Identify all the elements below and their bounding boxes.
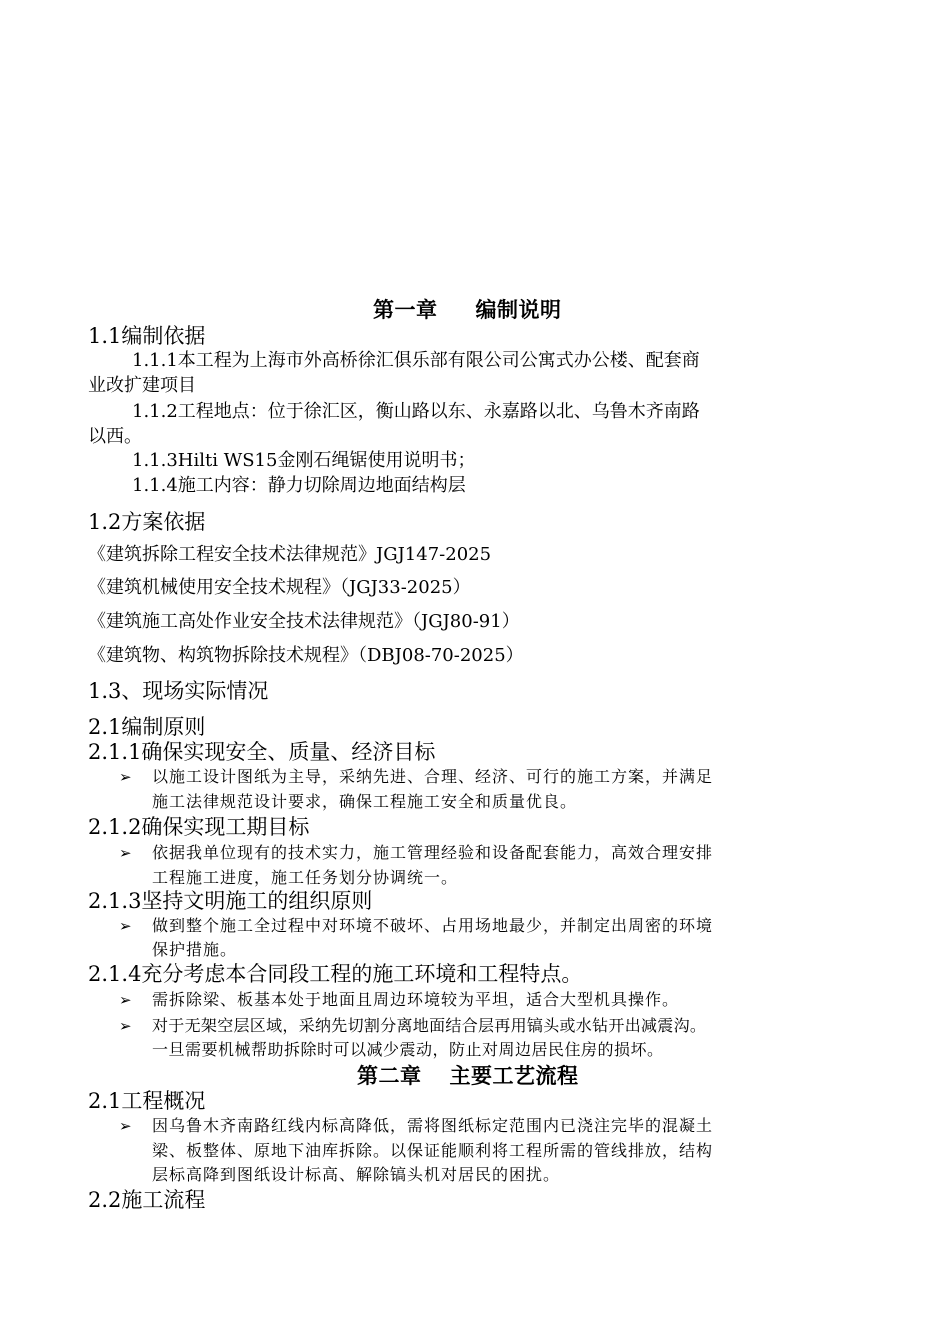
arrow-bullet-icon: ➢ — [119, 1117, 132, 1135]
bullet-2-1-1-line1: 以施工设计图纸为主导，采纳先进、合理、经济、可行的施工方案，并满足 — [152, 767, 714, 786]
reference-3: 《建筑施工高处作业安全技术法律规范》（JGJ80-91） — [88, 611, 520, 632]
chapter-1-name: 编制说明 — [475, 298, 562, 322]
bullet-overview-line1: 因乌鲁木齐南路红线内标高降低，需将图纸标定范围内已浇注完毕的混凝土 — [152, 1116, 714, 1135]
reference-2: 《建筑机械使用安全技术规程》（JGJ33-2025） — [88, 577, 471, 598]
item-1-1-2-line2: 以西。 — [88, 426, 142, 447]
reference-4: 《建筑物、构筑物拆除技术规程》（DBJ08-70-2025） — [88, 645, 524, 666]
bullet-2-1-3-line2: 保护措施。 — [152, 940, 238, 959]
chapter-2-label: 第二章 — [357, 1064, 422, 1088]
arrow-bullet-icon: ➢ — [119, 844, 132, 862]
section-2-1-2-heading: 2.1.2确保实现工期目标 — [88, 815, 310, 839]
bullet-2-1-4b-line1: 对于无架空层区域，采纳先切割分离地面结合层再用镐头或水钻开出减震沟。 — [152, 1016, 707, 1035]
section-1-2-heading: 1.2方案依据 — [88, 510, 206, 534]
bullet-2-1-4b-line2: 一旦需要机械帮助拆除时可以减少震动，防止对周边居民住房的损坏。 — [152, 1040, 664, 1059]
chapter-2-name: 主要工艺流程 — [449, 1064, 579, 1088]
item-1-1-3: 1.1.3Hilti WS15金刚石绳锯使用说明书； — [132, 450, 476, 471]
bullet-2-1-3-line1: 做到整个施工全过程中对环境不破坏、占用场地最少，并制定出周密的环境 — [152, 916, 714, 935]
bullet-overview-line2: 梁、板整体、原地下油库拆除。以保证能顺利将工程所需的管线排放，结构 — [152, 1141, 714, 1160]
item-1-1-1-line2: 业改扩建项目 — [88, 375, 196, 396]
section-1-1-heading: 1.1编制依据 — [88, 324, 206, 348]
section-2-1-1-heading: 2.1.1确保实现安全、质量、经济目标 — [88, 740, 436, 764]
bullet-2-1-1-line2: 施工法律规范设计要求，确保工程施工安全和质量优良。 — [152, 792, 578, 811]
reference-1: 《建筑拆除工程安全技术法律规范》JGJ147-2025 — [88, 544, 492, 565]
item-1-1-4: 1.1.4施工内容：静力切除周边地面结构层 — [132, 475, 466, 496]
arrow-bullet-icon: ➢ — [119, 768, 132, 786]
chapter-1-title — [373, 300, 562, 321]
bullet-overview-line3: 层标高降到图纸设计标高、解除镐头机对居民的困扰。 — [152, 1165, 561, 1184]
section-2-1-overview-heading: 2.1工程概况 — [88, 1089, 206, 1113]
section-1-3-heading: 1.3、现场实际情况 — [88, 679, 269, 703]
arrow-bullet-icon: ➢ — [119, 917, 132, 935]
bullet-2-1-2-line1: 依据我单位现有的技术实力，施工管理经验和设备配套能力，高效合理安排 — [152, 843, 714, 862]
chapter-2-title — [357, 1066, 579, 1087]
section-2-1-heading: 2.1编制原则 — [88, 715, 206, 739]
section-2-2-heading: 2.2施工流程 — [88, 1188, 206, 1212]
bullet-2-1-2-line2: 工程施工进度，施工任务划分协调统一。 — [152, 868, 459, 887]
item-1-1-1-line1: 1.1.1本工程为上海市外高桥徐汇俱乐部有限公司公寓式办公楼、配套商 — [132, 350, 700, 371]
item-1-1-2-line1: 1.1.2工程地点：位于徐汇区，衡山路以东、永嘉路以北、乌鲁木齐南路 — [132, 401, 700, 422]
section-2-1-4-heading: 2.1.4充分考虑本合同段工程的施工环境和工程特点。 — [88, 962, 583, 986]
arrow-bullet-icon: ➢ — [119, 991, 132, 1009]
section-2-1-3-heading: 2.1.3坚持文明施工的组织原则 — [88, 889, 373, 913]
bullet-2-1-4a: 需拆除梁、板基本处于地面且周边环境较为平坦，适合大型机具操作。 — [152, 990, 680, 1009]
arrow-bullet-icon: ➢ — [119, 1017, 132, 1035]
chapter-1-label: 第一章 — [373, 298, 438, 322]
